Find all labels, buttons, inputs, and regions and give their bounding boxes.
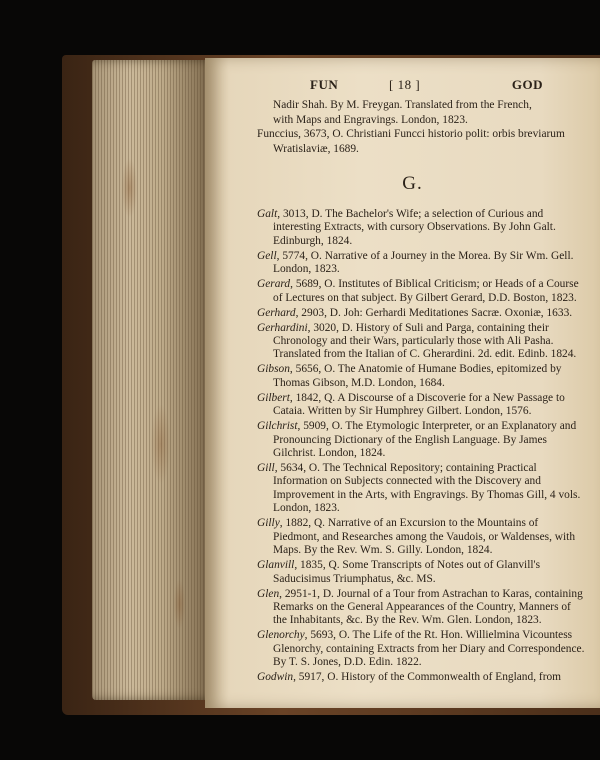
entry-headword: Gerhardini — [257, 321, 308, 334]
catalogue-page — [205, 58, 600, 708]
entry-text: , 5656, O. The Anatomie of Humane Bodies, epitomized by Thomas Gibson, M.D. London, 1684. — [273, 363, 562, 389]
catalogue-entry — [257, 307, 587, 320]
page-edges — [92, 60, 217, 700]
entry-headword: Gilly — [257, 517, 280, 530]
entry-text: , 3020, D. History of Suli and Parga, containing their Chronology and their Wars, particularly those with Ali Pasha. Translated from the Italian of C. Gherardini. 2d. edit. Edinb. 1824. — [273, 321, 577, 361]
catalogue-entry — [257, 278, 587, 305]
entry-text: , 1882, Q. Narrative of an Excursion to the Mountains of Piedmont, and Researches among the Vaudois, or Waldenses, with Maps. By the Rev. Wm. S. Gilly. London, 1824. — [273, 517, 576, 557]
entry-text: , 5689, O. Institutes of Biblical Criticism; or Heads of a Course of Lectures on that subject. By Gilbert Gerard, D.D. Boston, 1823. — [273, 278, 579, 304]
catalogue-entry — [257, 588, 587, 628]
catalogue-entry — [257, 392, 587, 419]
running-head — [310, 77, 543, 97]
entry-text: , 5693, O. The Life of the Rt. Hon. Willielmina Vicountess Glenorchy, containing Extracts from her Diary and Correspondence. By T. S. Jones, D.D. Edin. 1822. — [273, 629, 585, 669]
entry-text: , 2951-1, D. Journal of a Tour from Astrachan to Karas, containing Remarks on the General Appearances of the Country, Manners of the Inhabitants, &c. By the Rev. Wm. Glen. London, 1823. — [273, 587, 583, 627]
entry-text: , 5634, O. The Technical Repository; containing Practical Information on Subjects connected with the Discovery and Improvement in the Arts, with Engravings. By Thomas Gill, 4 vols. London, 1823. — [273, 462, 581, 515]
entry-text: , 5909, O. The Etymologic Interpreter, or an Explanatory and Pronouncing Dictionary of the English Language. By James Gilchrist. London, 1824. — [273, 420, 577, 460]
entry-list — [257, 208, 587, 686]
running-head-right: GOD — [511, 77, 543, 92]
entry-headword: Funccius — [257, 128, 299, 140]
carryover-line: Nadir Shah. By M. Freygan. Translated from the French, — [273, 99, 532, 111]
section-letter: G. — [402, 173, 423, 194]
carryover-line: with Maps and Engravings. London, 1823. — [273, 113, 468, 126]
entry-text: , 3673, O. Christiani Funcci historio polit: orbis breviarum Wratislaviæ, 1689. — [273, 128, 565, 155]
catalogue-entry — [257, 322, 587, 362]
entry-headword: Gilchrist — [257, 420, 298, 433]
entry-headword: Godwin — [257, 671, 294, 684]
running-head-left: FUN — [310, 77, 339, 92]
entry-text: , 5917, O. History of the Commonwealth of England, from — [293, 671, 562, 684]
entry-text: , 1835, Q. Some Transcripts of Notes out of Glanvill's Saducisimus Triumphatus, &c. MS. — [273, 559, 541, 585]
entry-headword: Glen — [257, 587, 280, 600]
entry-text: , 2903, D. Joh: Gerhardi Meditationes Sacræ. Oxoniæ, 1633. — [295, 306, 573, 319]
entry-headword: Glanvill — [257, 559, 295, 572]
catalogue-entry — [257, 629, 587, 669]
catalogue-entry — [257, 208, 587, 248]
entry-text: , 3013, D. The Bachelor's Wife; a selection of Curious and interesting Extracts, with cursory Observations. By John Galt. Edinburgh, 1824. — [273, 208, 556, 247]
entry-text: , 5774, O. Narrative of a Journey in the Morea. By Sir Wm. Gell. London, 1823. — [273, 249, 574, 276]
entry-headword: Gill — [257, 462, 275, 475]
entry-headword: Gell — [257, 249, 277, 262]
catalogue-entry — [257, 671, 587, 684]
catalogue-entry — [257, 462, 587, 516]
carryover-text — [257, 98, 587, 156]
catalogue-entry — [257, 517, 587, 557]
entry-text: , 1842, Q. A Discourse of a Discoverie for a New Passage to Cataia. Written by Sir Humphrey Gilbert. London, 1576. — [273, 391, 565, 418]
entry-headword: Gilbert — [257, 391, 290, 404]
catalogue-entry — [257, 127, 587, 156]
page-number: [ 18 ] — [389, 77, 421, 92]
catalogue-entry — [257, 250, 587, 277]
catalogue-entry — [257, 420, 587, 460]
catalogue-entry — [257, 363, 587, 390]
entry-headword: Gerard — [257, 278, 291, 291]
entry-headword: Gibson — [257, 363, 290, 376]
entry-headword: Glenorchy — [257, 629, 305, 642]
catalogue-entry — [257, 559, 587, 586]
entry-headword: Galt — [257, 208, 278, 220]
entry-headword: Gerhard — [257, 306, 296, 319]
